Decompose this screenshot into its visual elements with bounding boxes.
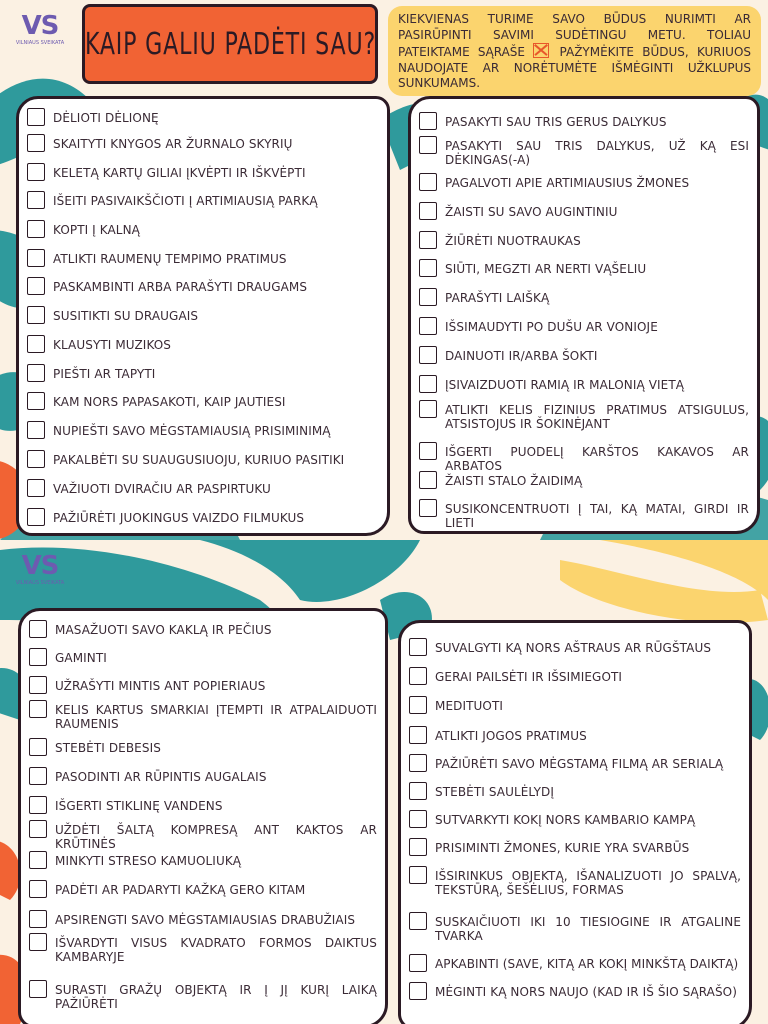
checkbox[interactable] bbox=[29, 980, 47, 998]
checklist-item[interactable] bbox=[27, 137, 379, 152]
checklist-item[interactable] bbox=[29, 799, 377, 814]
checkbox[interactable] bbox=[29, 767, 47, 785]
checkbox[interactable] bbox=[409, 982, 427, 1000]
checklist-item-label: SUSITIKTI SU DRAUGAIS bbox=[53, 309, 199, 323]
checklist-item-label: ŽIŪRĖTI NUOTRAUKAS bbox=[445, 234, 581, 248]
checklist-item[interactable] bbox=[29, 679, 377, 694]
checklist-item-label: IŠGERTI PUODELĮ KARŠTOS KAKAVOS AR ARBATOS bbox=[445, 445, 749, 473]
checklist-item-label: MEDITUOTI bbox=[435, 699, 504, 713]
checklist-item[interactable] bbox=[409, 729, 741, 744]
checklist-item-label: SKAITYTI KNYGOS AR ŽURNALO SKYRIŲ bbox=[53, 137, 293, 151]
checklist-item[interactable] bbox=[419, 234, 749, 249]
checklist-item[interactable] bbox=[27, 511, 379, 526]
checklist-item[interactable] bbox=[419, 445, 749, 473]
checkbox[interactable] bbox=[409, 726, 427, 744]
checklist-item-label: UŽRAŠYTI MINTIS ANT POPIERIAUS bbox=[55, 679, 266, 693]
checklist-item[interactable] bbox=[419, 139, 749, 167]
checklist-card-bottom-left bbox=[18, 608, 388, 1024]
checklist-item-label: ŽAISTI STALO ŽAIDIMĄ bbox=[445, 474, 583, 488]
checklist-item-label: ŽAISTI SU SAVO AUGINTINIU bbox=[445, 205, 618, 219]
checklist-item[interactable] bbox=[419, 262, 749, 277]
checklist-item[interactable] bbox=[27, 252, 379, 267]
checklist-item[interactable] bbox=[29, 651, 377, 666]
checklist-item-label: ĮSIVAIZDUOTI RAMIĄ IR MALONIĄ VIETĄ bbox=[445, 378, 685, 392]
checkbox[interactable] bbox=[409, 638, 427, 656]
checklist-item[interactable] bbox=[409, 670, 741, 685]
checklist-item-label: SUTVARKYTI KOKĮ NORS KAMBARIO KAMPĄ bbox=[435, 813, 696, 827]
checklist-item[interactable] bbox=[27, 111, 379, 126]
checkbox[interactable] bbox=[27, 249, 45, 267]
checklist-item-label: KELETĄ KARTŲ GILIAI ĮKVĖPTI IR IŠKVĖPTI bbox=[53, 166, 306, 180]
checklist-item-label: ATLIKTI RAUMENŲ TEMPIMO PRATIMUS bbox=[53, 252, 287, 266]
checklist-item-label: APSIRENGTI SAVO MĖGSTAMIAUSIAS DRABUŽIAIS bbox=[55, 913, 356, 927]
checklist-item[interactable] bbox=[419, 205, 749, 220]
checklist-item[interactable] bbox=[419, 502, 749, 530]
checklist-item-label: SURASTI GRAŽŲ OBJEKTĄ IR Į JĮ KURĮ LAIKĄ PAŽIŪRĖTI bbox=[55, 983, 377, 1011]
checkbox[interactable] bbox=[27, 163, 45, 181]
checkbox[interactable] bbox=[419, 499, 437, 517]
instructions-text-1: KIEKVIENAS TURIME SAVO BŪDUS NURIMTI AR PASIRŪPINTI SAVIMI SUDĖTINGU METU. TOLIAU PATEIKTAME SĄRAŠE bbox=[398, 12, 751, 59]
checklist-card-top-right bbox=[408, 96, 760, 534]
checklist-item-label: PAŽIŪRĖTI JUOKINGUS VAIZDO FILMUKUS bbox=[53, 511, 305, 525]
checkbox[interactable] bbox=[29, 700, 47, 718]
checkbox[interactable] bbox=[27, 277, 45, 295]
checkbox[interactable] bbox=[419, 112, 437, 130]
checkbox[interactable] bbox=[29, 820, 47, 838]
checklist-item[interactable] bbox=[29, 854, 377, 869]
checkbox[interactable] bbox=[27, 335, 45, 353]
worksheet-page-2 bbox=[0, 540, 768, 1024]
checklist-item[interactable] bbox=[27, 367, 379, 382]
checklist-item-label: DAINUOTI IR/ARBA ŠOKTI bbox=[445, 349, 598, 363]
checklist-item-label: APKABINTI (SAVE, KITĄ AR KOKĮ MINKŠTĄ DAIKTĄ) bbox=[435, 957, 739, 971]
checkbox[interactable] bbox=[409, 754, 427, 772]
checkbox[interactable] bbox=[419, 202, 437, 220]
checklist-item[interactable] bbox=[27, 194, 379, 209]
checkbox[interactable] bbox=[27, 392, 45, 410]
checklist-item-label: SUSIKONCENTRUOTI Į TAI, KĄ MATAI, GIRDI IR LIETI bbox=[445, 502, 749, 530]
checkbox[interactable] bbox=[419, 471, 437, 489]
checklist-item-label: NUPIEŠTI SAVO MĖGSTAMIAUSIĄ PRISIMINIMĄ bbox=[53, 424, 331, 438]
checklist-item[interactable] bbox=[409, 641, 741, 656]
checklist-item-label: PASODINTI AR RŪPINTIS AUGALAIS bbox=[55, 770, 267, 784]
checkbox[interactable] bbox=[409, 912, 427, 930]
checkbox[interactable] bbox=[27, 450, 45, 468]
checklist-item-label: SUVALGYTI KĄ NORS AŠTRAUS AR RŪGŠTAUS bbox=[435, 641, 712, 655]
checklist-item[interactable] bbox=[419, 176, 749, 191]
checklist-item-label: PARAŠYTI LAIŠKĄ bbox=[445, 291, 550, 305]
checklist-item-label: GERAI PAILSĖTI IR IŠSIMIEGOTI bbox=[435, 670, 623, 684]
checklist-item[interactable] bbox=[409, 813, 741, 828]
checklist-item-label: PRISIMINTI ŽMONES, KURIE YRA SVARBŪS bbox=[435, 841, 690, 855]
checklist-item-label: GAMINTI bbox=[55, 651, 107, 665]
checklist-item-label: VAŽIUOTI DVIRAČIU AR PASPIRTUKU bbox=[53, 482, 271, 496]
checklist-item[interactable] bbox=[409, 841, 741, 856]
checklist-item-label: IŠSIRINKUS OBJEKTĄ, IŠANALIZUOTI JO SPALVĄ, TEKSTŪRĄ, ŠEŠĖLIUS, FORMAS bbox=[435, 869, 741, 897]
checklist-item[interactable] bbox=[409, 957, 741, 972]
checklist-item[interactable] bbox=[29, 913, 377, 928]
checklist-item-label: PASAKYTI SAU TRIS GERUS DALYKUS bbox=[445, 115, 667, 129]
checklist-item[interactable] bbox=[409, 869, 741, 897]
checklist-item[interactable] bbox=[409, 915, 741, 943]
checklist-item-label: KAM NORS PAPASAKOTI, KAIP JAUTIESI bbox=[53, 395, 286, 409]
checkbox[interactable] bbox=[409, 667, 427, 685]
checklist-item[interactable] bbox=[409, 985, 741, 1000]
checklist-item-label: KOPTI Į KALNĄ bbox=[53, 223, 140, 237]
checkbox[interactable] bbox=[419, 346, 437, 364]
checklist-item[interactable] bbox=[29, 770, 377, 785]
checklist-item-label: PIEŠTI AR TAPYTI bbox=[53, 367, 156, 381]
checklist-item[interactable] bbox=[27, 309, 379, 324]
checklist-item-label: IŠVARDYTI VISUS KVADRATO FORMOS DAIKTUS KAMBARYJE bbox=[55, 936, 377, 964]
organization-logo: VS VILNIAUS SVEIKATA bbox=[15, 11, 65, 46]
checkbox[interactable] bbox=[29, 933, 47, 951]
checkbox[interactable] bbox=[409, 782, 427, 800]
checklist-item-label: PADĖTI AR PADARYTI KAŽKĄ GERO KITAM bbox=[55, 883, 306, 897]
checklist-item-label: STEBĖTI DEBESIS bbox=[55, 741, 161, 755]
checkbox[interactable] bbox=[419, 375, 437, 393]
checklist-item-label: IŠGERTI STIKLINĘ VANDENS bbox=[55, 799, 223, 813]
checklist-item-label: ATLIKTI JOGOS PRATIMUS bbox=[435, 729, 587, 743]
checkbox[interactable] bbox=[29, 738, 47, 756]
checklist-item[interactable] bbox=[27, 223, 379, 238]
checklist-item-label: PAGALVOTI APIE ARTIMIAUSIUS ŽMONES bbox=[445, 176, 690, 190]
checkbox[interactable] bbox=[27, 421, 45, 439]
checkbox[interactable] bbox=[409, 696, 427, 714]
checklist-item[interactable] bbox=[409, 757, 741, 772]
checkbox[interactable] bbox=[419, 288, 437, 306]
checkbox[interactable] bbox=[419, 136, 437, 154]
checklist-item-label: MĖGINTI KĄ NORS NAUJO (KAD IR IŠ ŠIO SĄRAŠO) bbox=[435, 985, 737, 999]
checklist-item[interactable] bbox=[419, 403, 749, 431]
checkbox[interactable] bbox=[409, 810, 427, 828]
checkbox[interactable] bbox=[27, 134, 45, 152]
checkbox[interactable] bbox=[419, 400, 437, 418]
checklist-item[interactable] bbox=[27, 280, 379, 295]
checklist-item[interactable] bbox=[409, 699, 741, 714]
checklist-item[interactable] bbox=[29, 983, 377, 1011]
checklist-item[interactable] bbox=[29, 741, 377, 756]
checklist-item[interactable] bbox=[29, 823, 377, 851]
checkbox[interactable] bbox=[419, 442, 437, 460]
checklist-item[interactable] bbox=[27, 453, 379, 468]
checklist-item[interactable] bbox=[419, 291, 749, 306]
checkbox[interactable] bbox=[29, 851, 47, 869]
checklist-item[interactable] bbox=[419, 320, 749, 335]
checkbox[interactable] bbox=[29, 676, 47, 694]
checklist-item[interactable] bbox=[419, 349, 749, 364]
checklist-item-label: KELIS KARTUS SMARKIAI ĮTEMPTI IR ATPALAIDUOTI RAUMENIS bbox=[55, 703, 377, 731]
checkbox[interactable] bbox=[29, 880, 47, 898]
checkbox[interactable] bbox=[409, 954, 427, 972]
checkbox[interactable] bbox=[409, 866, 427, 884]
checkbox[interactable] bbox=[27, 306, 45, 324]
checklist-item-label: SUSKAIČIUOTI IKI 10 TIESIOGINE IR ATGALINE TVARKA bbox=[435, 915, 741, 943]
page-title-banner bbox=[82, 4, 378, 84]
checkbox[interactable] bbox=[27, 364, 45, 382]
checked-box-icon bbox=[533, 43, 549, 58]
checklist-item-label: DĖLIOTI DĖLIONĘ bbox=[53, 111, 159, 125]
checklist-card-bottom-right bbox=[398, 620, 752, 1024]
checkbox[interactable] bbox=[419, 259, 437, 277]
checklist-item[interactable] bbox=[29, 883, 377, 898]
checklist-item[interactable] bbox=[27, 482, 379, 497]
checkbox[interactable] bbox=[419, 317, 437, 335]
checkbox[interactable] bbox=[409, 838, 427, 856]
checklist-item-label: SIŪTI, MEGZTI AR NERTI VĄŠELIU bbox=[445, 262, 647, 276]
checklist-item-label: PASAKYTI SAU TRIS DALYKUS, UŽ KĄ ESI DĖKINGAS(-A) bbox=[445, 139, 749, 167]
checkbox[interactable] bbox=[27, 479, 45, 497]
checklist-card-top-left bbox=[16, 96, 390, 536]
instructions-box bbox=[388, 6, 761, 96]
checklist-item[interactable] bbox=[27, 395, 379, 410]
checkbox[interactable] bbox=[27, 108, 45, 126]
checklist-item[interactable] bbox=[419, 378, 749, 393]
checkbox[interactable] bbox=[29, 648, 47, 666]
checkbox[interactable] bbox=[27, 220, 45, 238]
checklist-item-label: IŠSIMAUDYTI PO DUŠU AR VONIOJE bbox=[445, 320, 658, 334]
checklist-item-label: MINKYTI STRESO KAMUOLIUKĄ bbox=[55, 854, 242, 868]
checklist-item[interactable] bbox=[419, 115, 749, 130]
checklist-item[interactable] bbox=[409, 785, 741, 800]
checkbox[interactable] bbox=[419, 173, 437, 191]
checklist-item-label: MASAŽUOTI SAVO KAKLĄ IR PEČIUS bbox=[55, 623, 272, 637]
checklist-item-label: IŠEITI PASIVAIKŠČIOTI Į ARTIMIAUSIĄ PARKĄ bbox=[53, 194, 318, 208]
checklist-item[interactable] bbox=[29, 703, 377, 731]
checkbox[interactable] bbox=[29, 910, 47, 928]
checklist-item-label: PAKALBĖTI SU SUAUGUSIUOJU, KURIUO PASITIKI bbox=[53, 453, 345, 467]
checklist-item[interactable] bbox=[27, 166, 379, 181]
checklist-item-label: UŽDĖTI ŠALTĄ KOMPRESĄ ANT KAKTOS AR KRŪTINĖS bbox=[55, 823, 377, 851]
checklist-item[interactable] bbox=[29, 623, 377, 638]
checkbox[interactable] bbox=[419, 231, 437, 249]
instructions-text-2: PAŽYMĖKITE BŪDUS, KURIUOS NAUDOJATE AR NORĖTUMĖTE IŠMĖGINTI UŽKLUPUS SUNKUMAMS. bbox=[398, 45, 752, 90]
checkbox[interactable] bbox=[29, 796, 47, 814]
checkbox[interactable] bbox=[27, 191, 45, 209]
checklist-item-label: PASKAMBINTI ARBA PARAŠYTI DRAUGAMS bbox=[53, 280, 308, 294]
checklist-item[interactable] bbox=[29, 936, 377, 964]
page-title: KAIP GALIU PADĖTI SAU? bbox=[84, 26, 376, 62]
checklist-item[interactable] bbox=[419, 474, 749, 489]
checklist-item[interactable] bbox=[27, 424, 379, 439]
checklist-item-label: KLAUSYTI MUZIKOS bbox=[53, 338, 172, 352]
organization-logo: VS VILNIAUS SVEIKATA bbox=[15, 551, 65, 586]
checklist-item-label: STEBĖTI SAULĖLYDĮ bbox=[435, 785, 555, 799]
checkbox[interactable] bbox=[29, 620, 47, 638]
checklist-item[interactable] bbox=[27, 338, 379, 353]
checklist-item-label: PAŽIŪRĖTI SAVO MĖGSTAMĄ FILMĄ AR SERIALĄ bbox=[435, 757, 724, 771]
checklist-item-label: ATLIKTI KELIS FIZINIUS PRATIMUS ATSIGULUS, ATSISTOJUS IR ŠOKINĖJANT bbox=[445, 403, 749, 431]
checkbox[interactable] bbox=[27, 508, 45, 526]
